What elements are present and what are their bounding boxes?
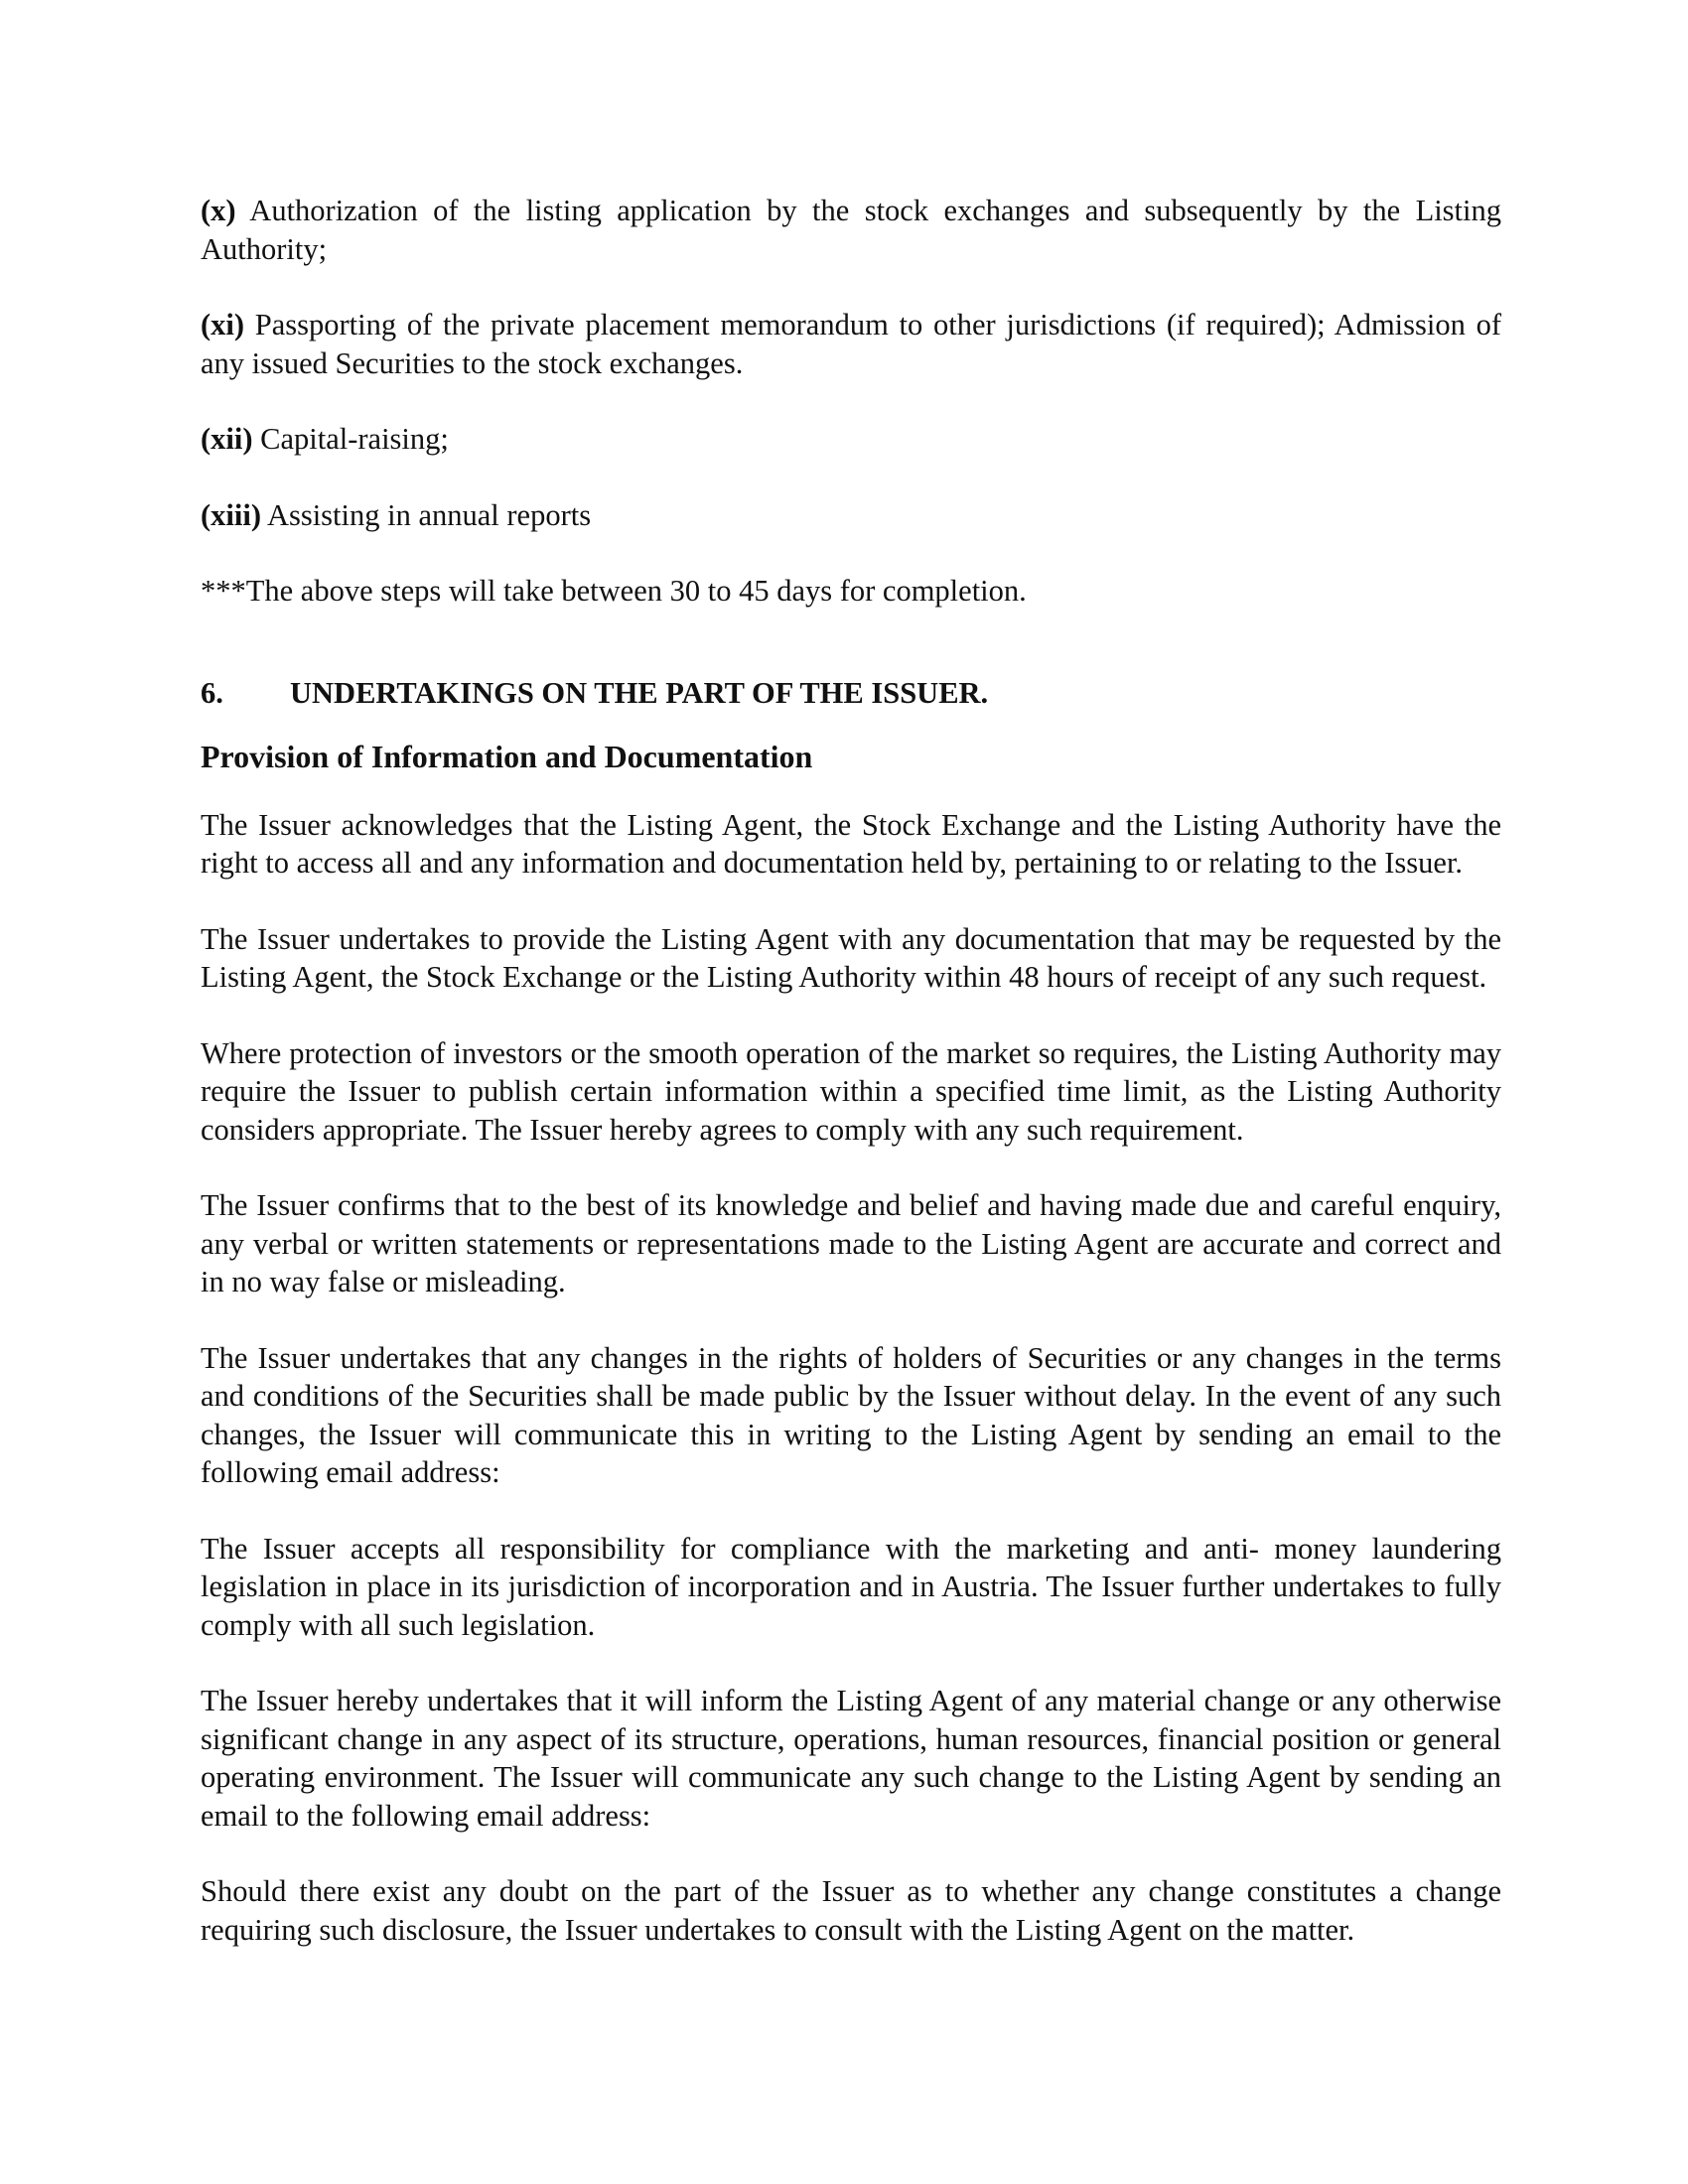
list-item-text: Capital-raising; — [252, 422, 449, 456]
paragraph: The Issuer accepts all responsibility for compliance with the marketing and anti- money laundering legislation in place in its jurisdiction of incorporation and in Austria. The Issuer further undertakes to fully comply with all such legislation. — [201, 1531, 1501, 1642]
paragraph: Should there exist any doubt on the part of the Issuer as to whether any change constitutes a change requiring such disclosure, the Issuer undertakes to consult with the Listing Agent on the matter. — [201, 1874, 1501, 1947]
list-item-text: Assisting in annual reports — [261, 497, 592, 532]
spacer — [201, 648, 1501, 674]
paragraph: Where protection of investors or the smooth operation of the market so requires, the Listing Authority may require the Issuer to publish certain information within a specified time limit, as the Listing Authority considers appropriate. The Issuer hereby agrees to comply with any such requirement. — [201, 1035, 1501, 1147]
subheading: Provision of Information and Documentation — [201, 739, 813, 774]
section-number: 6. — [201, 675, 223, 710]
list-item-xiii — [201, 496, 1501, 535]
list-item-xi — [201, 306, 1501, 382]
paragraph: The Issuer hereby undertakes that it will inform the Listing Agent of any material change or any otherwise significant change in any aspect of its structure, operations, human resources, financial position or general operating environment. The Issuer will communicate any such change to the Listing Agent by sending an email to the following email address: — [201, 1684, 1501, 1833]
list-item-number: (xiii) — [201, 497, 261, 532]
list-item-text: Authorization of the listing application by the stock exchanges and subsequently by the Listing Authority; — [201, 194, 1501, 266]
completion-note: ***The above steps will take between 30 to 45 days for completion. — [201, 574, 1027, 608]
section-heading — [201, 674, 1501, 713]
list-item-text: Passporting of the private placement memorandum to other jurisdictions (if required); Admission of any issued Securities to the stock exchanges. — [201, 308, 1501, 380]
paragraph: The Issuer confirms that to the best of its knowledge and belief and having made due and careful enquiry, any verbal or written statements or representations made to the Listing Agent are accurate and correct and in no way false or misleading. — [201, 1188, 1501, 1298]
list-item-number: (x) — [201, 194, 236, 227]
paragraph: The Issuer acknowledges that the Listing Agent, the Stock Exchange and the Listing Authority have the right to access all and any information and documentation held by, pertaining to or relating to the Issuer. — [201, 807, 1501, 880]
document-page — [201, 192, 1501, 1986]
list-item-x — [201, 192, 1501, 268]
list-item-number: (xi) — [201, 308, 245, 341]
section-title: UNDERTAKINGS ON THE PART OF THE ISSUER. — [290, 675, 989, 710]
paragraph: The Issuer undertakes to provide the Listing Agent with any documentation that may be requested by the Listing Agent, the Stock Exchange or the Listing Authority within 48 hours of receipt of any such request. — [201, 921, 1501, 994]
list-item-number: (xii) — [201, 422, 253, 456]
list-item-xii — [201, 420, 1501, 459]
paragraph: The Issuer undertakes that any changes in the rights of holders of Securities or any changes in the terms and conditions of the Securities shall be made public by the Issuer without delay. In the event of any such changes, the Issuer will communicate this in writing to the Listing Agent by sending an email to the following email address: — [201, 1340, 1501, 1489]
